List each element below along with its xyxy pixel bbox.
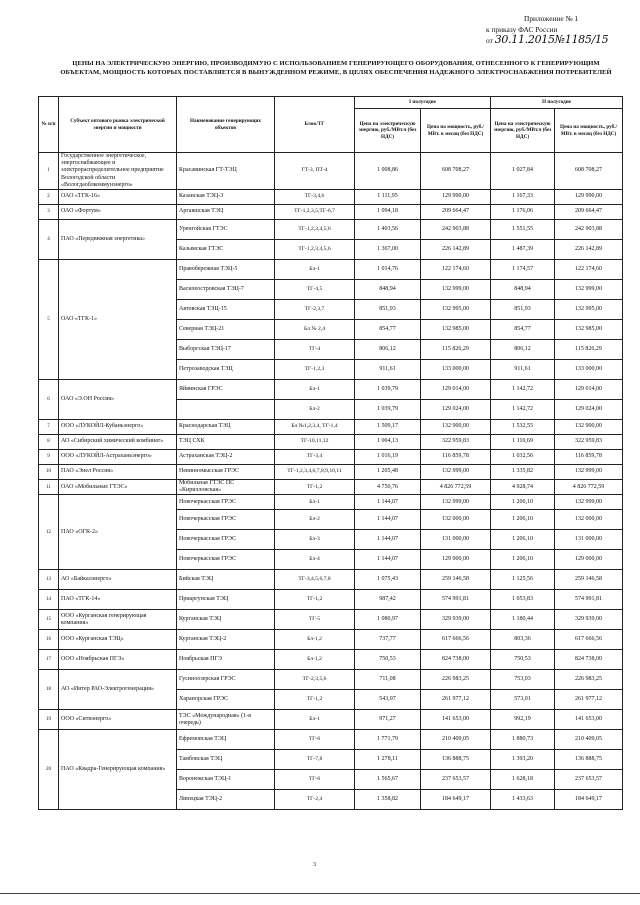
power-price-h2: 132 995,00 <box>555 300 623 320</box>
energy-price-h1: 1 016,19 <box>355 450 421 465</box>
power-price-h1: 116 859,78 <box>421 450 491 465</box>
table-row <box>39 153 623 190</box>
table-row <box>39 710 623 730</box>
block-unit: ТГ-4 <box>275 340 355 360</box>
energy-price-h1: 1 094,18 <box>355 205 421 220</box>
power-price-h2: 259 146,58 <box>555 570 623 590</box>
block-unit: ТГ-7,8 <box>275 750 355 770</box>
block-unit: Бл-1 <box>275 495 355 510</box>
power-price-h1: 136 888,75 <box>421 750 491 770</box>
block-unit: ТГ-1,2 <box>275 480 355 495</box>
power-price-h1: 122 174,60 <box>421 260 491 280</box>
energy-price-h1: 1 144,07 <box>355 550 421 570</box>
power-price-h2: 132 999,00 <box>555 495 623 510</box>
market-subject: АО «Сибирский химический комбинат» <box>59 435 177 450</box>
market-subject: АО «Интер РАО-Электрогенерация» <box>59 670 177 710</box>
energy-price-h2: 1 335,82 <box>491 465 555 480</box>
block-unit: ТГ-1,2,3,4,6,7,8,9,10,11 <box>275 465 355 480</box>
block-unit: ТГ-1,2,3,4,5,6 <box>275 220 355 240</box>
block-unit: ГТ-3, ПТ-4 <box>275 153 355 190</box>
power-price-h1: 129 024,00 <box>421 400 491 420</box>
market-subject: ОАО «ТГК-16» <box>59 190 177 205</box>
power-price-h2: 133 000,00 <box>555 360 623 380</box>
block-unit: ТГ-4,5 <box>275 280 355 300</box>
power-price-h1: 132 995,00 <box>421 300 491 320</box>
energy-price-h1: 750,53 <box>355 650 421 670</box>
power-price-h1: 133 000,00 <box>421 360 491 380</box>
generating-object: Петрозаводская ТЭЦ <box>177 360 275 380</box>
block-unit: Бл-1,2 <box>275 650 355 670</box>
energy-price-h2: 1 142,72 <box>491 380 555 400</box>
energy-price-h1: 1 008,86 <box>355 153 421 190</box>
block-unit: Бл-3 <box>275 530 355 550</box>
power-price-h1: 226 983,25 <box>421 670 491 690</box>
block-unit: ТГ-1,2,3,4,5,6 <box>275 240 355 260</box>
price-table <box>38 96 623 810</box>
power-price-h2: 329 939,00 <box>555 610 623 630</box>
row-number: 20 <box>39 730 59 810</box>
generating-object: Новочеркасская ГРЭС <box>177 530 275 550</box>
power-price-h2: 322 959,83 <box>555 435 623 450</box>
energy-price-h1: 806,12 <box>355 340 421 360</box>
table-row <box>39 450 623 465</box>
table-row <box>39 205 623 220</box>
generating-object: Ефремовская ТЭЦ <box>177 730 275 750</box>
market-subject: ПАО «ТГК-14» <box>59 590 177 610</box>
energy-price-h1: 987,42 <box>355 590 421 610</box>
energy-price-h2: 1 393,20 <box>491 750 555 770</box>
header-num: № п/п <box>39 97 59 153</box>
power-price-h2: 261 977,12 <box>555 690 623 710</box>
row-number: 5 <box>39 260 59 380</box>
energy-price-h1: 1 075,43 <box>355 570 421 590</box>
row-number: 7 <box>39 420 59 435</box>
power-price-h2: 129 990,00 <box>555 190 623 205</box>
power-price-h1: 115 826,29 <box>421 340 491 360</box>
energy-price-h2: 1 206,10 <box>491 530 555 550</box>
power-price-h2: 136 888,75 <box>555 750 623 770</box>
generating-object: Курганская ТЭЦ-2 <box>177 630 275 650</box>
market-subject: ПАО «Энел Россия» <box>59 465 177 480</box>
row-number: 1 <box>39 153 59 190</box>
energy-price-h2: 750,53 <box>491 650 555 670</box>
power-price-h2: 131 000,00 <box>555 530 623 550</box>
block-unit: ТГ-2,4 <box>275 790 355 810</box>
power-price-h1: 132 985,00 <box>421 320 491 340</box>
generating-object: Новочеркасская ГРЭС <box>177 495 275 510</box>
energy-price-h1: 1 111,95 <box>355 190 421 205</box>
power-price-h1: 129 000,00 <box>421 550 491 570</box>
row-number: 13 <box>39 570 59 590</box>
market-subject: ОАО «Фортум» <box>59 205 177 220</box>
generating-object: Уренгойская ГТЭС <box>177 220 275 240</box>
power-price-h1: 608 708,27 <box>421 153 491 190</box>
header-subject: Субъект оптового рынка электрической энергии и мощности <box>59 97 177 153</box>
market-subject: ООО «Ситиэнерго» <box>59 710 177 730</box>
block-unit: ТГ-6 <box>275 730 355 750</box>
appendix-line-2: к приказу ФАС России <box>486 24 558 34</box>
generating-object: Новочеркасская ГРЭС <box>177 550 275 570</box>
block-unit: Бл-1 <box>275 260 355 280</box>
energy-price-h2: 848,94 <box>491 280 555 300</box>
table-row <box>39 730 623 750</box>
power-price-h1: 617 666,56 <box>421 630 491 650</box>
market-subject: ОАО «ТГК-1» <box>59 260 177 380</box>
energy-price-h2: 1 206,10 <box>491 510 555 530</box>
market-subject: АО «Байкалэнерго» <box>59 570 177 590</box>
generating-object: Курганская ТЭЦ <box>177 610 275 630</box>
power-price-h2: 129 014,00 <box>555 380 623 400</box>
energy-price-h2: 4 928,74 <box>491 480 555 495</box>
energy-price-h1: 971,27 <box>355 710 421 730</box>
row-number: 2 <box>39 190 59 205</box>
market-subject: ОАО «Мобильные ГТЭС» <box>59 480 177 495</box>
handwritten-date-number: 30.11.2015№1185/15 <box>494 33 609 46</box>
power-price-h1: 322 959,83 <box>421 435 491 450</box>
block-unit: Бл-1 <box>275 380 355 400</box>
power-price-h1: 131 000,00 <box>421 530 491 550</box>
power-price-h2: 209 664,47 <box>555 205 623 220</box>
scan-edge-line <box>0 893 640 894</box>
appendix-line-1: Приложение № 1 <box>524 14 579 23</box>
energy-price-h2: 1 551,55 <box>491 220 555 240</box>
block-unit: Бл №1,2,3,4, ТГ-1,4 <box>275 420 355 435</box>
market-subject: Государственное энергетическое, энергоснабжающее и электрораспределительное предприятие Вологодской области «Вологдаоблкоммунэнерго» <box>59 153 177 190</box>
table-row <box>39 610 623 630</box>
generating-object: Ноябрьская ПГЭ <box>177 650 275 670</box>
block-unit: ТГ-1,2 <box>275 690 355 710</box>
row-number: 17 <box>39 650 59 670</box>
generating-object: Воронежская ТЭЦ-1 <box>177 770 275 790</box>
generating-object: Липецкая ТЭЦ-2 <box>177 790 275 810</box>
market-subject: ПАО «Квадра-Генерирующая компания» <box>59 730 177 810</box>
generating-object: Северная ТЭЦ-21 <box>177 320 275 340</box>
row-number: 15 <box>39 610 59 630</box>
generating-object: Тамбовская ТЭЦ <box>177 750 275 770</box>
generating-object: Харанорская ГРЭС <box>177 690 275 710</box>
energy-price-h2: 806,12 <box>491 340 555 360</box>
table-row <box>39 495 623 510</box>
generating-object: ТЭЦ СХК <box>177 435 275 450</box>
energy-price-h1: 1 004,13 <box>355 435 421 450</box>
energy-price-h2: 1 628,18 <box>491 770 555 790</box>
table-row <box>39 590 623 610</box>
energy-price-h2: 1 180,44 <box>491 610 555 630</box>
market-subject: ООО «ЛУКОЙЛ-Астраханьэнерго» <box>59 450 177 465</box>
generating-object: Новочеркасская ГРЭС <box>177 510 275 530</box>
energy-price-h1: 1 278,11 <box>355 750 421 770</box>
generating-object: Автовская ТЭЦ-15 <box>177 300 275 320</box>
energy-price-h1: 1 144,07 <box>355 495 421 510</box>
power-price-h1: 574 991,81 <box>421 590 491 610</box>
row-number: 19 <box>39 710 59 730</box>
energy-price-h2: 1 532,55 <box>491 420 555 435</box>
block-unit: ТГ-1,2,3,5,ТГ-6,7 <box>275 205 355 220</box>
power-price-h2: 122 174,60 <box>555 260 623 280</box>
market-subject: ООО «Ноябрьская ПГЭ» <box>59 650 177 670</box>
row-number: 11 <box>39 480 59 495</box>
energy-price-h2: 1 433,63 <box>491 790 555 810</box>
energy-price-h2: 1 167,33 <box>491 190 555 205</box>
power-price-h2: 237 653,57 <box>555 770 623 790</box>
generating-object: Казанская ТЭЦ-3 <box>177 190 275 205</box>
power-price-h1: 261 977,12 <box>421 690 491 710</box>
power-price-h1: 209 664,47 <box>421 205 491 220</box>
generating-object: Яйвинская ГРЭС <box>177 380 275 400</box>
power-price-h2: 132 000,00 <box>555 510 623 530</box>
power-price-h2: 141 653,00 <box>555 710 623 730</box>
power-price-h2: 129 000,00 <box>555 550 623 570</box>
energy-price-h1: 1 565,67 <box>355 770 421 790</box>
block-unit: ТГ-2,3,5,6 <box>275 670 355 690</box>
energy-price-h2: 1 176,06 <box>491 205 555 220</box>
block-unit: ТГ-6 <box>275 770 355 790</box>
energy-price-h1: 1 039,79 <box>355 400 421 420</box>
generating-object: Невинномысская ГРЭС <box>177 465 275 480</box>
generating-object: Мобильная ГТЭС ПС «Кирилловская» <box>177 480 275 495</box>
energy-price-h1: 848,94 <box>355 280 421 300</box>
energy-price-h2: 1 125,56 <box>491 570 555 590</box>
row-number: 18 <box>39 670 59 710</box>
power-price-h2: 132 999,00 <box>555 465 623 480</box>
power-price-h1: 132 000,00 <box>421 510 491 530</box>
generating-object: ТЭС «Международная» (1-я очередь) <box>177 710 275 730</box>
table-row <box>39 630 623 650</box>
power-price-h1: 132 999,00 <box>421 280 491 300</box>
energy-price-h2: 1 027,84 <box>491 153 555 190</box>
power-price-h1: 210 409,05 <box>421 730 491 750</box>
header-plant: Наименование генерирующих объектов <box>177 97 275 153</box>
energy-price-h1: 854,77 <box>355 320 421 340</box>
market-subject: ПАО «ОГК-2» <box>59 495 177 570</box>
energy-price-h2: 992,19 <box>491 710 555 730</box>
table-row <box>39 190 623 205</box>
energy-price-h2: 1 206,10 <box>491 495 555 510</box>
appendix-block <box>486 14 631 47</box>
block-unit: ТГ-3,4,6 <box>275 190 355 205</box>
energy-price-h2: 1 142,72 <box>491 400 555 420</box>
energy-price-h2: 1 110,69 <box>491 435 555 450</box>
appendix-date-prefix: от <box>486 36 493 45</box>
power-price-h1: 141 653,00 <box>421 710 491 730</box>
power-price-h1: 226 142,89 <box>421 240 491 260</box>
generating-object: Приаргунская ТЭЦ <box>177 590 275 610</box>
energy-price-h2: 851,93 <box>491 300 555 320</box>
header-half-1: I полугодие <box>355 97 491 109</box>
header-energy-price-2: Цена на электрическую энергию, руб./МВт.ч (без НДС) <box>491 109 555 153</box>
market-subject: ПАО «Передвижная энергетика» <box>59 220 177 260</box>
energy-price-h1: 1 205,48 <box>355 465 421 480</box>
energy-price-h1: 1 367,00 <box>355 240 421 260</box>
energy-price-h1: 911,61 <box>355 360 421 380</box>
power-price-h1: 132 999,00 <box>421 495 491 510</box>
row-number: 4 <box>39 220 59 260</box>
power-price-h2: 116 859,78 <box>555 450 623 465</box>
generating-object: Красавинская ГТ-ТЭЦ <box>177 153 275 190</box>
energy-price-h1: 1 509,17 <box>355 420 421 435</box>
energy-price-h1: 1 014,76 <box>355 260 421 280</box>
block-unit: Бл-1 <box>275 710 355 730</box>
block-unit: ТГ-3,4,5,6,7,8 <box>275 570 355 590</box>
table-row <box>39 380 623 400</box>
power-price-h2: 4 826 772,59 <box>555 480 623 495</box>
table-body <box>39 153 623 810</box>
energy-price-h2: 1 880,73 <box>491 730 555 750</box>
row-number: 12 <box>39 495 59 570</box>
power-price-h2: 115 826,29 <box>555 340 623 360</box>
energy-price-h1: 1 358,82 <box>355 790 421 810</box>
power-price-h2: 226 983,25 <box>555 670 623 690</box>
market-subject: ООО «Курганская генерирующая компания» <box>59 610 177 630</box>
block-unit: Бл-2 <box>275 400 355 420</box>
generating-object: Правобережная ТЭЦ-5 <box>177 260 275 280</box>
power-price-h1: 4 826 772,59 <box>421 480 491 495</box>
power-price-h1: 132 900,00 <box>421 420 491 435</box>
table-row <box>39 435 623 450</box>
market-subject: ООО «ЛУКОЙЛ-Кубаньэнерго» <box>59 420 177 435</box>
power-price-h2: 132 900,00 <box>555 420 623 435</box>
header-power-price-1: Цена на мощность, руб./МВт. в месяц (без НДС) <box>421 109 491 153</box>
power-price-h1: 184 649,17 <box>421 790 491 810</box>
generating-object: Василеостровская ТЭЦ-7 <box>177 280 275 300</box>
energy-price-h1: 851,93 <box>355 300 421 320</box>
block-unit: Бл-2 <box>275 510 355 530</box>
energy-price-h1: 1 144,07 <box>355 530 421 550</box>
power-price-h1: 237 653,57 <box>421 770 491 790</box>
page-number: 3 <box>313 862 316 868</box>
energy-price-h1: 711,08 <box>355 670 421 690</box>
block-unit: ТГ-1,2,3 <box>275 360 355 380</box>
row-number: 9 <box>39 450 59 465</box>
power-price-h2: 210 409,05 <box>555 730 623 750</box>
generating-object: Аргаяшская ТЭЦ <box>177 205 275 220</box>
table-header <box>39 97 623 153</box>
block-unit: Бл-1,2 <box>275 630 355 650</box>
table-row <box>39 480 623 495</box>
block-unit: ТГ-3,4 <box>275 450 355 465</box>
power-price-h2: 132 999,00 <box>555 280 623 300</box>
energy-price-h2: 854,77 <box>491 320 555 340</box>
energy-price-h2: 1 053,83 <box>491 590 555 610</box>
power-price-h2: 129 024,00 <box>555 400 623 420</box>
power-price-h1: 329 939,00 <box>421 610 491 630</box>
power-price-h2: 132 985,00 <box>555 320 623 340</box>
energy-price-h1: 1 080,97 <box>355 610 421 630</box>
power-price-h2: 242 903,88 <box>555 220 623 240</box>
generating-object: Краснодарская ТЭЦ <box>177 420 275 435</box>
energy-price-h1: 1 771,79 <box>355 730 421 750</box>
energy-price-h1: 737,77 <box>355 630 421 650</box>
header-power-price-2: Цена на мощность, руб./МВт. в месяц (без НДС) <box>555 109 623 153</box>
power-price-h1: 129 990,00 <box>421 190 491 205</box>
block-unit: Бл № 2,4 <box>275 320 355 340</box>
market-subject: ООО «Курганская ТЭЦ» <box>59 630 177 650</box>
block-unit: ТГ-5 <box>275 610 355 630</box>
energy-price-h2: 573,01 <box>491 690 555 710</box>
power-price-h1: 259 146,58 <box>421 570 491 590</box>
power-price-h2: 184 649,17 <box>555 790 623 810</box>
table-row <box>39 220 623 240</box>
power-price-h2: 617 666,56 <box>555 630 623 650</box>
table-row <box>39 420 623 435</box>
block-unit: ТГ-2,3,7 <box>275 300 355 320</box>
power-price-h1: 132 999,00 <box>421 465 491 480</box>
appendix-line-3 <box>486 35 631 47</box>
row-number: 3 <box>39 205 59 220</box>
generating-object: Астраханская ТЭЦ-2 <box>177 450 275 465</box>
row-number: 14 <box>39 590 59 610</box>
table-row <box>39 570 623 590</box>
power-price-h2: 226 142,89 <box>555 240 623 260</box>
power-price-h1: 824 738,00 <box>421 650 491 670</box>
power-price-h1: 129 014,00 <box>421 380 491 400</box>
energy-price-h1: 1 144,07 <box>355 510 421 530</box>
energy-price-h2: 1 206,10 <box>491 550 555 570</box>
power-price-h2: 608 708,27 <box>555 153 623 190</box>
header-half-2: II полугодие <box>491 97 623 109</box>
market-subject: ОАО «Э.ОН Россия» <box>59 380 177 420</box>
generating-object <box>177 400 275 420</box>
power-price-h2: 574 991,81 <box>555 590 623 610</box>
table-row <box>39 465 623 480</box>
block-unit: ТГ-10,11,12 <box>275 435 355 450</box>
row-number: 16 <box>39 630 59 650</box>
table-row <box>39 670 623 690</box>
table-row <box>39 260 623 280</box>
generating-object: Гусиноозерская ГРЭС <box>177 670 275 690</box>
energy-price-h2: 753,03 <box>491 670 555 690</box>
document-title: ЦЕНЫ НА ЭЛЕКТРИЧЕСКУЮ ЭНЕРГИЮ, ПРОИЗВОДИМУЮ С ИСПОЛЬЗОВАНИЕМ ГЕНЕРИРУЮЩЕГО ОБОРУДОВАНИЯ, ОТНЕСЕННОГО К ГЕНЕРИРУЮЩИМ ОБЪЕКТАМ, МОЩНОСТЬ КОТОРЫХ ПОСТАВЛЯЕТСЯ В ВЫНУЖДЕННОМ РЕЖИМЕ, В ЦЕЛЯХ ОБЕСПЕЧЕНИЯ НАДЕЖНОГО ЭЛЕКТРОСНАБЖЕНИЯ ПОТРЕБИТЕЛЕЙ <box>60 60 612 76</box>
energy-price-h2: 911,61 <box>491 360 555 380</box>
energy-price-h2: 803,36 <box>491 630 555 650</box>
table-row <box>39 650 623 670</box>
energy-price-h2: 1 174,57 <box>491 260 555 280</box>
header-block: Блок/ТГ <box>275 97 355 153</box>
generating-object: Выборгская ТЭЦ-17 <box>177 340 275 360</box>
energy-price-h1: 1 039,79 <box>355 380 421 400</box>
header-energy-price-1: Цена на электрическую энергию, руб./МВт.ч (без НДС) <box>355 109 421 153</box>
energy-price-h2: 1 032,56 <box>491 450 555 465</box>
row-number: 8 <box>39 435 59 450</box>
generating-object: Бийская ТЭЦ <box>177 570 275 590</box>
energy-price-h1: 4 750,76 <box>355 480 421 495</box>
block-unit: ТГ-1,2 <box>275 590 355 610</box>
power-price-h1: 242 903,88 <box>421 220 491 240</box>
energy-price-h1: 543,97 <box>355 690 421 710</box>
power-price-h2: 824 738,00 <box>555 650 623 670</box>
row-number: 6 <box>39 380 59 420</box>
row-number: 10 <box>39 465 59 480</box>
energy-price-h1: 1 403,56 <box>355 220 421 240</box>
generating-object: Казымская ГТЭС <box>177 240 275 260</box>
energy-price-h2: 1 487,39 <box>491 240 555 260</box>
block-unit: Бл-4 <box>275 550 355 570</box>
